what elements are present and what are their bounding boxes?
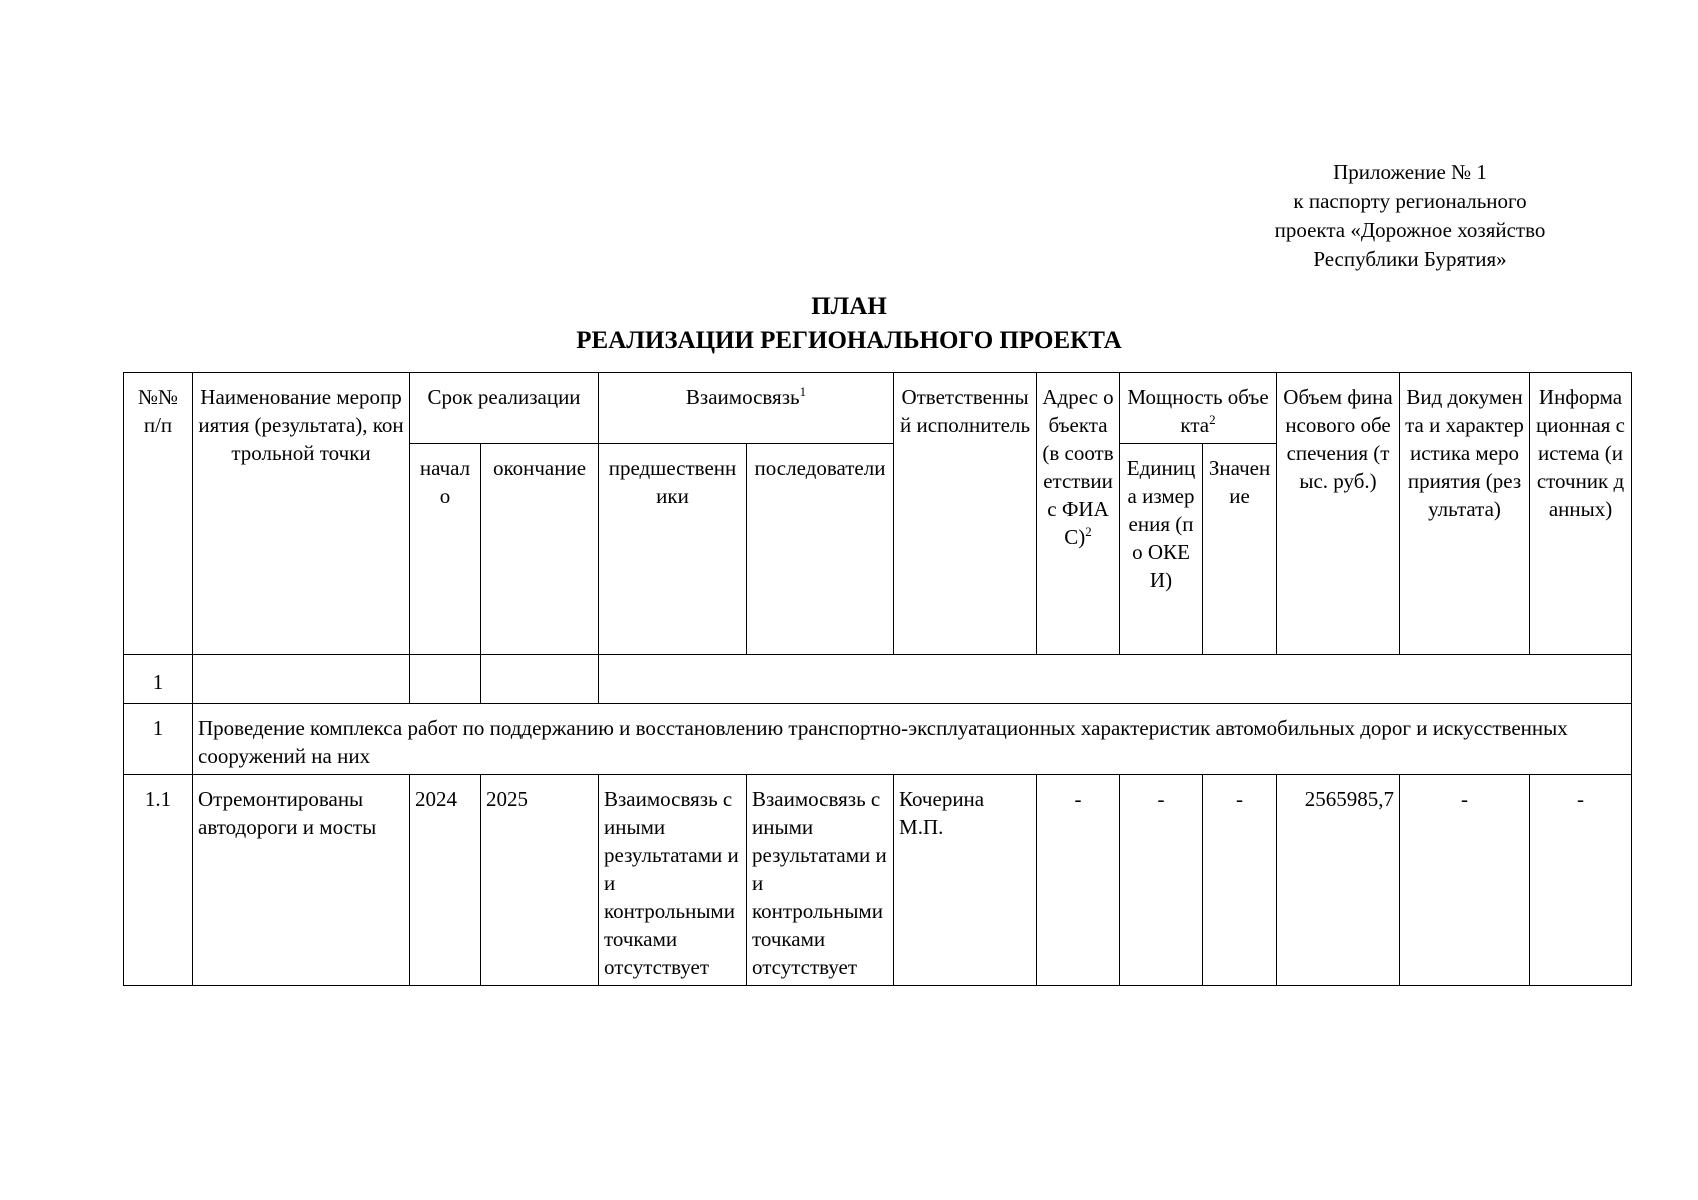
- appendix-note: [1240, 158, 1580, 274]
- header-relation-label: Взаимосвязь: [685, 385, 800, 409]
- appendix-line-2: к паспорту регионального: [1293, 189, 1527, 213]
- section-start-cell: [410, 655, 481, 704]
- header-relation: [599, 373, 894, 444]
- item-predecessors: Взаимосвязь с иными результатами и и контрольными точками отсутствует: [599, 775, 747, 986]
- item-doc-type: -: [1400, 775, 1530, 986]
- item-address: -: [1037, 775, 1120, 986]
- header-term: Срок реализации: [410, 373, 599, 444]
- task-description: Проведение комплекса работ по поддержанию и восстановлению транспортно-эксплуатационных характеристик автомобильных дорог и искусственных сооружений на них: [193, 704, 1632, 775]
- header-capacity: [1120, 373, 1277, 444]
- section-rest-cell: [599, 655, 1632, 704]
- header-address-label: Адрес объекта (в соответствии с ФИАС): [1042, 385, 1114, 549]
- item-end: 2025: [481, 775, 599, 986]
- item-name: Отремонтированы автодороги и мосты: [193, 775, 410, 986]
- appendix-line-3: проекта «Дорожное хозяйство: [1274, 218, 1546, 242]
- header-value: Значение: [1203, 444, 1277, 655]
- header-info-system: Информационная система (источник данных): [1530, 373, 1632, 655]
- item-finance: 2565985,7: [1277, 775, 1400, 986]
- header-address-footnote: 2: [1085, 524, 1092, 539]
- section-name-cell: [193, 655, 410, 704]
- task-num: 1: [124, 704, 193, 775]
- header-unit: Единица измерения (по ОКЕИ): [1120, 444, 1203, 655]
- header-capacity-label: Мощность объекта: [1127, 385, 1269, 437]
- appendix-line-4: Республики Бурятия»: [1313, 247, 1507, 271]
- table-row-section: [124, 655, 1632, 704]
- item-num: 1.1: [124, 775, 193, 986]
- title-line-2: РЕАЛИЗАЦИИ РЕГИОНАЛЬНОГО ПРОЕКТА: [576, 327, 1122, 354]
- header-responsible: Ответственный исполнитель: [894, 373, 1037, 655]
- header-term-end: окончание: [481, 444, 599, 655]
- plan-table: [123, 372, 1632, 986]
- header-num: №№ п/п: [124, 373, 193, 655]
- table-row-item: [124, 775, 1632, 986]
- table-row-task: [124, 704, 1632, 775]
- appendix-line-1: Приложение № 1: [1333, 160, 1487, 184]
- item-successors: Взаимосвязь с иными результатами и и контрольными точками отсутствует: [747, 775, 894, 986]
- header-term-start: начало: [410, 444, 481, 655]
- header-capacity-footnote: 2: [1209, 412, 1216, 427]
- header-relation-footnote: 1: [799, 384, 807, 399]
- header-doc-type: Вид документа и характеристика мероприятия (результата): [1400, 373, 1530, 655]
- table-header-row: [124, 373, 1632, 444]
- header-address: [1037, 373, 1120, 655]
- section-end-cell: [481, 655, 599, 704]
- item-value: -: [1203, 775, 1277, 986]
- item-info-system: -: [1530, 775, 1632, 986]
- section-num: 1: [124, 655, 193, 704]
- header-successors: последователи: [747, 444, 894, 655]
- header-finance: Объем финансового обеспечения (тыс. руб.): [1277, 373, 1400, 655]
- title-line-1: ПЛАН: [811, 293, 887, 320]
- item-unit: -: [1120, 775, 1203, 986]
- document-title: [0, 290, 1698, 358]
- header-name: Наименование мероприятия (результата), контрольной точки: [193, 373, 410, 655]
- item-responsible: Кочерина М.П.: [894, 775, 1037, 986]
- header-predecessors: предшественники: [599, 444, 747, 655]
- item-start: 2024: [410, 775, 481, 986]
